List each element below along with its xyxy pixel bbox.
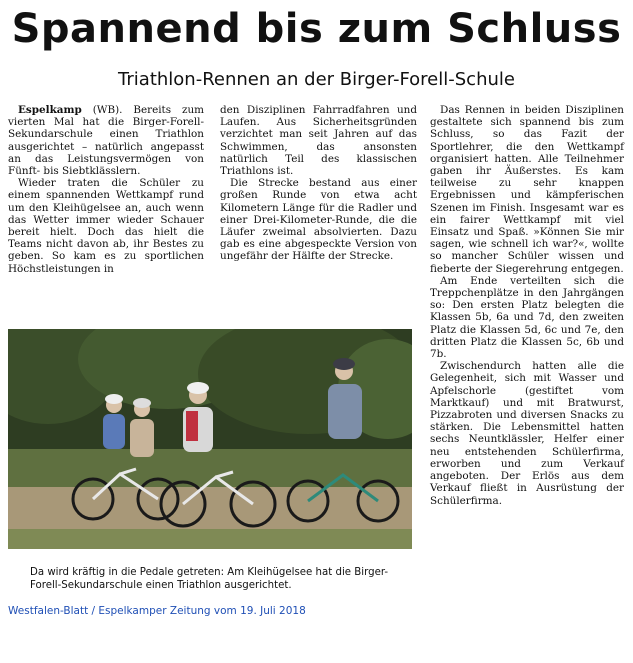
paragraph: Am Ende verteilten sich die Treppchenplätze in den Jahrgängen so: Den ersten Platz belegten die Klassen 5b, 6a und 7d, den zweiten Platz die Klassen 5d, 6c und 7e, den dritten Platz die Klassen 5c, 6b und 7b. [430, 274, 624, 361]
photo-caption: Da wird kräftig in die Pedale getreten: Am Kleihügelsee hat die Birger-Forell-Sekundarschule einen Triathlon ausgerichtet. [30, 567, 389, 591]
paragraph: den Disziplinen Fahrradfahren und Laufen. Aus Sicherheitsgründen verzichtet man seit Jahren auf das Schwimmen, das ansonsten natürlich Teil des klassischen Triathlons ist. [220, 104, 417, 178]
article-column-2 [220, 104, 417, 263]
article-column-3 [430, 104, 624, 507]
subheadline: Triathlon-Rennen an der Birger-Forell-Schule [118, 69, 515, 90]
paragraph: Das Rennen in beiden Disziplinen gestaltete sich spannend bis zum Schluss, so das Fazit der Sportlehrer, die den Wettkampf organisiert hatten. Alle Teilnehmer gaben ihr Äußerstes. Es kam teilweise zu sehr knappen Ergebnissen und kämpferischen Szenen im Finish. Insgesamt war es ein fairer Wettkampf mit viel Einsatz und Spaß. »Können Sie mir sagen, wie schnell ich war?«, wollte so mancher Schüler wissen und fieberte der Siegerehrung entgegen. [430, 104, 624, 275]
paragraph: Zwischendurch hatten alle die Gelegenheit, sich mit Wasser und Apfelschorle (gestiftet vom Marktkauf) und mit Bratwurst, Pizzabroten und diversen Snacks zu stärken. Die Lebensmittel hatten sechs Neuntklässler, Helfer einer neu entstehenden Schülerfirma, erworben und zum Verkauf angeboten. Der Erlös aus dem Verkauf fließt in Ausrüstung der Schülerfirma. [430, 360, 624, 507]
article-photo [8, 329, 412, 549]
dateline: Espelkamp [18, 104, 82, 116]
paragraph: Die Strecke bestand aus einer großen Runde von etwa acht Kilometern Länge für die Radler und einer Drei-Kilometer-Runde, die die Läufer zweimal absolvierten. Dazu gab es eine abgespeckte Version von ungefähr der Hälfte der Strecke. [220, 177, 417, 263]
photo-illustration [8, 329, 412, 549]
article-column-1 [8, 104, 204, 275]
source-line: Westfalen-Blatt / Espelkamper Zeitung vom 19. Juli 2018 [8, 605, 306, 617]
paragraph-text: (WB). Bereits zum vierten Mal hat die Birger-Forell-Sekundarschule einen Triathlon ausgerichtet – natürlich angepasst an das Leistungsvermögen von Fünft- bis Siebtklässlern. [8, 104, 204, 178]
paragraph [8, 104, 204, 177]
headline: Spannend bis zum Schluss [11, 6, 622, 52]
paragraph: Wieder traten die Schüler zu einem spannenden Wettkampf rund um den Kleihügelsee an, auch wenn das Wetter immer wieder Schauer bereit hielt. Doch das hielt die Teams nicht davon ab, ihr Bestes zu geben. So kam es zu sportlichen Höchstleistungen in [8, 177, 204, 275]
